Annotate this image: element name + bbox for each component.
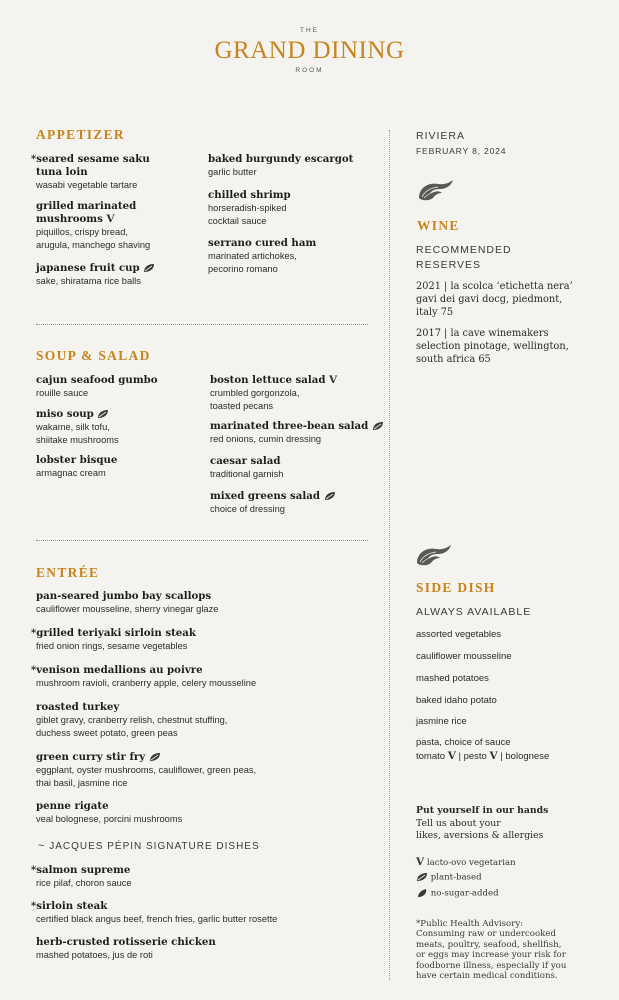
menu-item: cajun seafood gumbo rouille sauce [36, 374, 158, 398]
menu-item: penne rigate veal bolognese, porcini mushrooms [36, 800, 183, 824]
ship-name: RIVIERA [416, 130, 466, 142]
vertical-divider [389, 130, 390, 980]
appetizer-title: APPETIZER [36, 127, 125, 142]
menu-item: green curry stir fry eggplant, oyster mushrooms, cauliflower, green peas, thai basil, jasmine rice [36, 751, 257, 788]
entree-title: ENTRÉE [36, 565, 100, 580]
tilde-mark: ~ [38, 840, 46, 852]
plant-based-icon [97, 409, 109, 419]
vegetarian-icon: V [489, 749, 498, 762]
menu-item: *salmon supreme rice pilaf, choron sauce [31, 864, 132, 888]
header-room: ROOM [295, 67, 324, 74]
flourish-icon [414, 543, 454, 567]
wine-item: 2017 | la cave winemakers selection pinotage, wellington, south africa 65 [416, 328, 569, 365]
menu-item: *sirloin steak certified black angus beef, french fries, garlic butter rosette [31, 900, 278, 924]
wine-title: WINE [417, 218, 460, 233]
menu-item: japanese fruit cup sake, shiratama rice balls [36, 262, 155, 288]
menu-item: baked burgundy escargot garlic butter [208, 153, 354, 177]
menu-item: mixed greens salad choice of dressing [210, 490, 336, 516]
wine-subtitle: RECOMMENDED [416, 244, 512, 256]
menu-item: *seared sesame saku tuna loin wasabi vegetable tartare [31, 153, 150, 190]
menu-item: lobster bisque armagnac cream [36, 454, 118, 478]
no-sugar-icon [416, 888, 428, 898]
wine-item: 2021 | la scolca ‘etichetta nera’ gavi dei gavi docg, piedmont, italy 75 [416, 281, 573, 318]
menu-item: boston lettuce salad V crumbled gorgonzola, toasted pecans [210, 374, 338, 411]
side-item: cauliflower mousseline [416, 651, 512, 662]
vegetarian-icon: V [329, 374, 338, 386]
menu-item: grilled marinated mushrooms V piquillos, crispy bread, arugula, manchego shaving [36, 200, 151, 250]
menu-item: marinated three-bean salad red onions, cumin dressing [210, 420, 384, 446]
menu-item: roasted turkey giblet gravy, cranberry relish, chestnut stuffing, duchess sweet potato, green peas [36, 701, 228, 738]
signature-heading: ~ JACQUES PÉPIN SIGNATURE DISHES [38, 840, 260, 852]
side-dish-title: SIDE DISH [416, 580, 496, 595]
side-item: baked idaho potato [416, 695, 497, 706]
plant-based-icon [149, 752, 161, 762]
plant-based-icon [143, 263, 155, 273]
vegetarian-icon: V [106, 213, 115, 225]
vegetarian-icon: V [447, 749, 456, 762]
plant-based-icon [372, 421, 384, 431]
plant-based-icon [416, 872, 428, 882]
soup-salad-title: SOUP & SALAD [36, 348, 151, 363]
side-dish-subtitle: ALWAYS AVAILABLE [416, 606, 532, 618]
menu-item: chilled shrimp horseradish-spiked cocktail sauce [208, 189, 291, 226]
appetizer-divider [36, 324, 368, 325]
wine-subtitle: RESERVES [416, 259, 481, 271]
health-advisory: *Public Health Advisory: Consuming raw or undercooked meats, poultry, seafood, shellfish, or eggs may increase your risk for foodborne illness, especially if you have certain medical conditions. [416, 919, 567, 982]
menu-item: miso soup wakame, silk tofu, shiitake mushrooms [36, 408, 119, 445]
side-item: mashed potatoes [416, 673, 489, 684]
plant-based-icon [324, 491, 336, 501]
menu-item: herb-crusted rotisserie chicken mashed potatoes, jus de roti [36, 936, 216, 960]
side-item: jasmine rice [416, 716, 467, 727]
side-item: assorted vegetables [416, 629, 502, 640]
header-the: THE [300, 27, 319, 34]
legend-item: V lacto-ovo vegetarian [416, 856, 516, 868]
hands-note: Put yourself in our hands Tell us about your likes, aversions & allergies [416, 805, 549, 841]
flourish-icon [416, 178, 456, 202]
side-item: pasta, choice of sauce tomato V | pesto V | bolognese [416, 737, 550, 762]
menu-item: *grilled teriyaki sirloin steak fried onion rings, sesame vegetables [31, 627, 196, 651]
menu-item: pan-seared jumbo bay scallops cauliflower mousseline, sherry vinegar glaze [36, 590, 219, 614]
legend-item: plant-based [416, 872, 482, 883]
menu-item: caesar salad traditional garnish [210, 455, 284, 479]
menu-date: FEBRUARY 8, 2024 [416, 146, 507, 156]
restaurant-title: GRAND DINING [214, 37, 405, 64]
legend-item: no-sugar-added [416, 888, 499, 899]
salad-divider [36, 540, 368, 541]
menu-item: *venison medallions au poivre mushroom ravioli, cranberry apple, celery mousseline [31, 664, 257, 688]
vegetarian-icon: V [416, 856, 425, 868]
menu-item: serrano cured ham marinated artichokes, pecorino romano [208, 237, 317, 274]
